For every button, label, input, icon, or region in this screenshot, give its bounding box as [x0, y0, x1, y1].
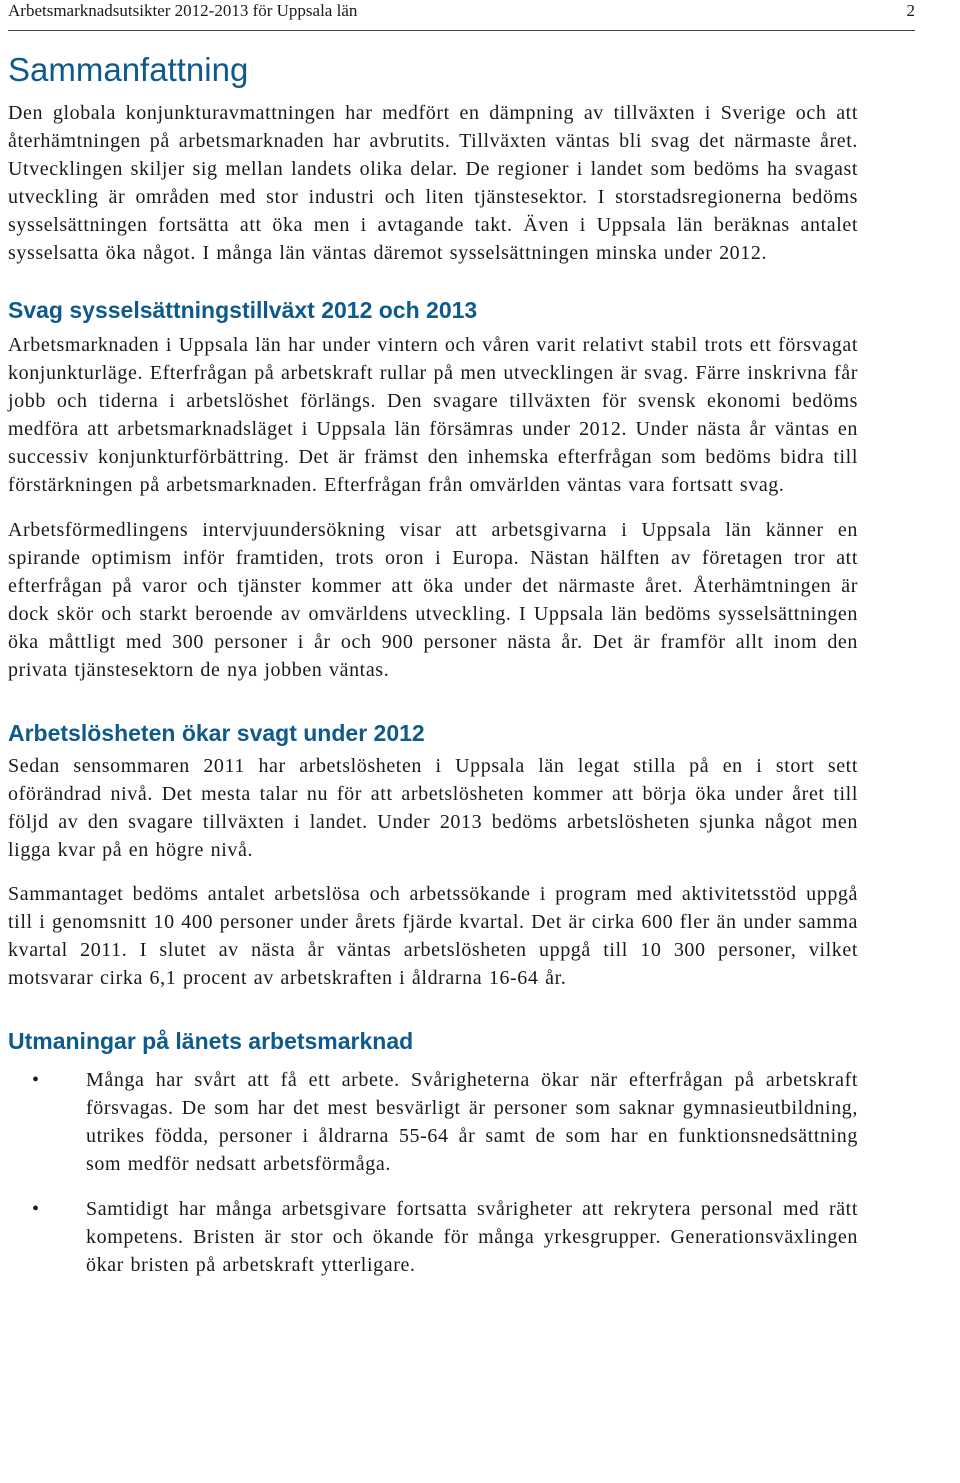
- paragraph: Arbetsförmedlingens intervjuundersökning visar att arbetsgivarna i Uppsala län känner en spirande optimism inför framtiden, trots oron i Europa. Nästan hälften av företagen tror att efterfrågan på varor och tjänster kommer att öka under det närmaste året. Återhämtningen är dock skör och starkt beroende av omvärldens utveckling. I Uppsala län bedöms sysselsättningen öka måttligt med 300 personer i år och 900 personer nästa år. Det är framför allt inom den privata tjänstesektorn de nya jobben väntas.: [8, 519, 858, 681]
- section-arbetsloshet: [8, 718, 858, 992]
- section-sammanfattning: [8, 49, 858, 267]
- bullet-list: [8, 1066, 858, 1279]
- paragraph: Sedan sensommaren 2011 har arbetslösheten i Uppsala län legat stilla på en i stort sett oförändrad nivå. Det mesta talar nu för att arbetslösheten kommer att börja öka under året till följd av den svagare tillväxten i landet. Under 2013 bedöms arbetslösheten sjunka något men ligga kvar på en högre nivå.: [8, 755, 858, 861]
- bullet-icon: •: [32, 1198, 40, 1220]
- bullet-icon: •: [32, 1069, 40, 1091]
- section-heading: Svag sysselsättningstillväxt 2012 och 2013: [8, 297, 478, 323]
- section-utmaningar: [8, 1026, 858, 1279]
- document-title: Arbetsmarknadsutsikter 2012-2013 för Uppsala län: [8, 1, 358, 20]
- page-number: 2: [906, 1, 915, 20]
- list-item-text: Många har svårt att få ett arbete. Svårigheterna ökar när efterfrågan på arbetskraft försvagas. De som har det mest besvärligt är personer som saknar gymnasieutbildning, utrikes födda, personer i åldrarna 55-64 år samt de som har en funktionsnedsättning som medför nedsatt arbetsförmåga.: [86, 1069, 858, 1175]
- list-item: [8, 1066, 858, 1178]
- paragraph: Arbetsmarknaden i Uppsala län har under vintern och våren varit relativt stabil trots ett försvagat konjunkturläge. Efterfrågan på arbetskraft rullar på men utvecklingen är svag. Färre inskrivna får jobb och tiderna i arbetslöshet förlängs. Den svagare tillväxten för svensk ekonomi bedöms medföra att arbetsmarknadsläget i Uppsala län försämras under 2012. Under nästa år väntas en successiv konjunkturförbättring. Det är främst den inhemska efterfrågan som bedöms bidra till förstärkningen på arbetsmarknaden. Efterfrågan från omvärlden väntas vara fortsatt svag.: [8, 334, 858, 496]
- section-sysselsattning: [8, 295, 858, 684]
- section-heading: Arbetslösheten ökar svagt under 2012: [8, 720, 425, 746]
- section-heading: Sammanfattning: [8, 51, 249, 88]
- section-heading: Utmaningar på länets arbetsmarknad: [8, 1028, 414, 1054]
- paragraph: Sammantaget bedöms antalet arbetslösa och arbetssökande i program med aktivitetsstöd uppgå till i genomsnitt 10 400 personer under årets fjärde kvartal. Det är cirka 600 fler än under samma kvartal 2011. I slutet av nästa år väntas arbetslösheten uppgå till 10 300 personer, vilket motsvarar cirka 6,1 procent av arbetskraften i åldrarna 16-64 år.: [8, 883, 858, 989]
- list-item-text: Samtidigt har många arbetsgivare fortsatta svårigheter att rekrytera personal med rätt kompetens. Bristen är stor och ökande för många yrkesgrupper. Generationsväxlingen ökar bristen på arbetskraft ytterligare.: [86, 1198, 858, 1276]
- page-content: [8, 46, 858, 1279]
- list-item: [8, 1195, 858, 1279]
- paragraph: Den globala konjunkturavmattningen har medfört en dämpning av tillväxten i Sverige och att återhämtningen på arbetsmarknaden har avbrutits. Tillväxten väntas bli svag det närmaste året. Utvecklingen skiljer sig mellan landets olika delar. De regioner i landet som bedöms ha svagast utveckling är områden med stor industri och liten tjänstesektor. I storstadsregionerna bedöms sysselsättningen fortsätta att öka men i avtagande takt. Även i Uppsala län beräknas antalet sysselsatta öka något. I många län väntas däremot sysselsättningen minska under 2012.: [8, 102, 858, 264]
- running-header: [8, 0, 915, 31]
